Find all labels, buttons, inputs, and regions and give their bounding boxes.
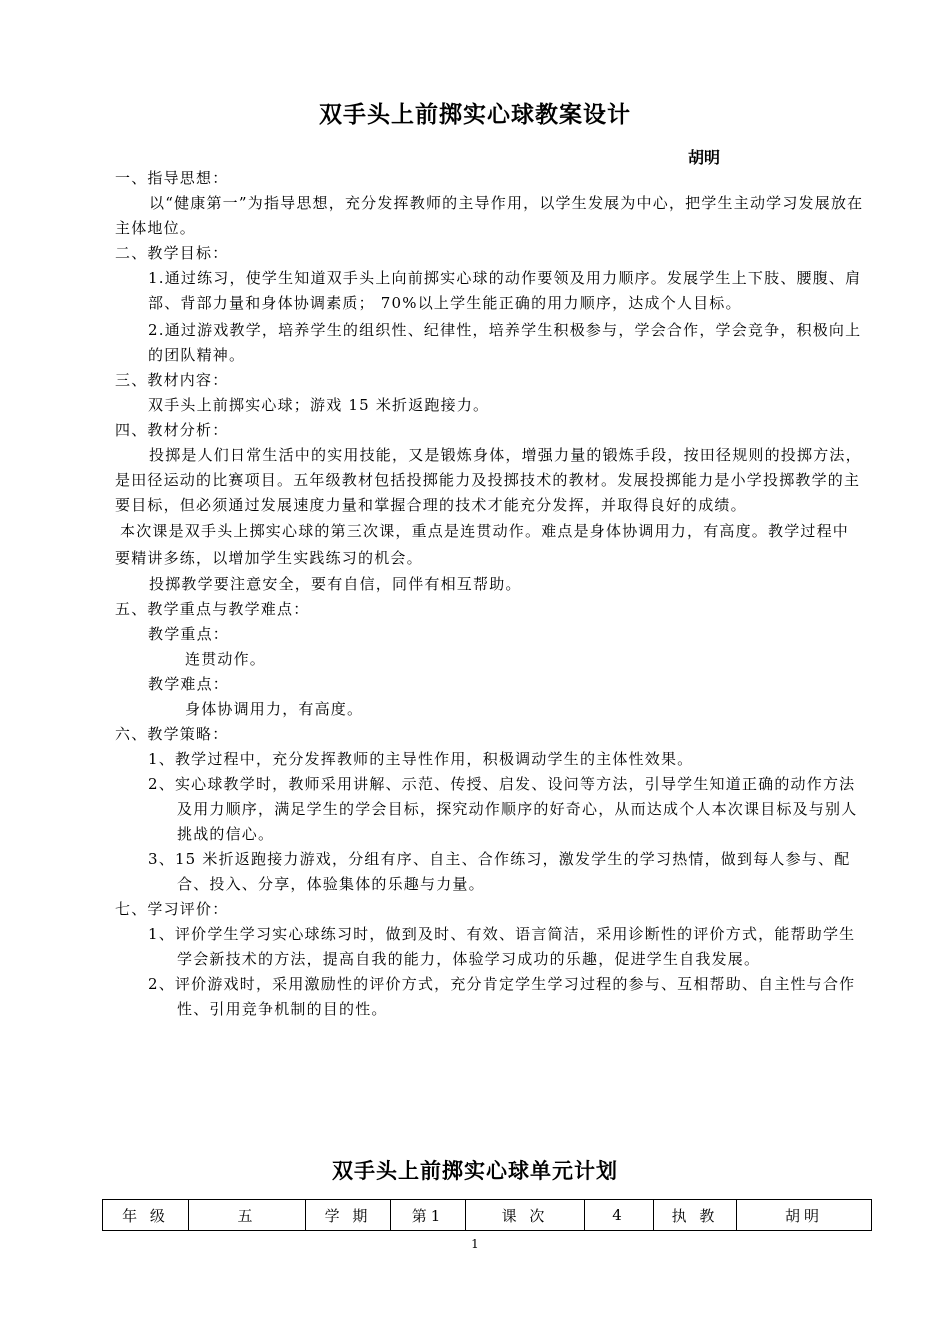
objective-2: 2.通过游戏教学，培养学生的组织性、纪律性，培养学生积极参与，学会合作，学会竞争，积极向上的团队精神。 [148, 321, 862, 364]
analysis-paragraph-1: 投掷是人们日常生活中的实用技能，又是锻炼身体，增强力量的锻炼手段，按田径规则的投掷方法，是田径运动的比赛项目。五年级教材包括投掷能力及投掷技术的教材。发展投掷能力是小学投掷教学的主要目标，但必须通过发展速度力量和掌握合理的技术才能充分发挥，并取得良好的成绩。 [115, 446, 862, 514]
analysis-paragraph-3: 投掷教学要注意安全，要有自信，同伴有相互帮助。 [149, 575, 522, 593]
unit-plan-table [102, 1199, 872, 1231]
difficulty-label: 教学难点： [148, 675, 230, 693]
document-body [115, 166, 865, 1022]
strategy-item-3: 3、15 米折返跑接力游戏，分组有序、自主、合作练习，激发学生的学习热情，做到每人参与、配合、投入、分享，体验集体的乐趣与力量。 [148, 850, 851, 893]
grade-value-cell: 五 [189, 1200, 306, 1231]
grade-label-cell: 年 级 [103, 1200, 189, 1231]
teacher-label-cell: 执 教 [654, 1200, 737, 1231]
document-title: 双手头上前掷实心球教案设计 [319, 102, 631, 128]
difficulty-text: 身体协调用力，有高度。 [185, 700, 364, 718]
teacher-value-cell: 胡明 [737, 1200, 872, 1231]
table-row [103, 1200, 872, 1231]
key-point-label: 教学重点： [148, 625, 230, 643]
term-label-cell: 学 期 [306, 1200, 391, 1231]
section-heading-evaluation: 七、学习评价： [115, 900, 229, 918]
strategy-item-2: 2、实心球教学时，教师采用讲解、示范、传授、启发、设问等方法，引导学生知道正确的动作方法及用力顺序，满足学生的学会目标，探究动作顺序的好奇心，从而达成个人本次课目标及与别人挑战的信心。 [148, 775, 858, 843]
term-value-cell: 第1 [391, 1200, 466, 1231]
evaluation-item-2: 2、评价游戏时，采用激励性的评价方式，充分肯定学生学习过程的参与、互相帮助、自主性与合作性、引用竞争机制的目的性。 [148, 975, 856, 1018]
author-name: 胡明 [688, 148, 721, 167]
evaluation-item-1: 1、评价学生学习实心球练习时，做到及时、有效、语言简洁，采用诊断性的评价方式，能帮助学生学会新技术的方法，提高自我的能力，体验学习成功的乐趣，促进学生自我发展。 [148, 925, 856, 968]
section-heading-objectives: 二、教学目标： [115, 244, 229, 262]
section-heading-strategy: 六、教学策略： [115, 725, 229, 743]
section-heading-key-points: 五、教学重点与教学难点： [115, 600, 310, 618]
page-number: 1 [471, 1237, 479, 1251]
strategy-item-1: 1、教学过程中，充分发挥教师的主导性作用，积极调动学生的主体性效果。 [148, 750, 694, 768]
section-heading-analysis: 四、教材分析： [115, 421, 229, 439]
objective-1: 1.通过练习，使学生知道双手头上向前掷实心球的动作要领及用力顺序。发展学生上下肢、腰腹、肩部、背部力量和身体协调素质； 70%以上学生能正确的用力顺序，达成个人目标。 [148, 269, 862, 312]
analysis-paragraph-2: 本次课是双手头上掷实心球的第三次课，重点是连贯动作。难点是身体协调用力，有高度。教学过程中要精讲多练，以增加学生实践练习的机会。 [115, 522, 850, 567]
lesson-value-cell: 4 [585, 1200, 654, 1231]
lesson-label-cell: 课 次 [466, 1200, 585, 1231]
key-point-text: 连贯动作。 [185, 650, 267, 668]
guiding-idea-paragraph: 以“健康第一”为指导思想，充分发挥教师的主导作用，以学生发展为中心，把学生主动学习发展放在主体地位。 [115, 194, 864, 237]
section-heading-content: 三、教材内容： [115, 371, 229, 389]
content-paragraph: 双手头上前掷实心球；游戏 15 米折返跑接力。 [148, 396, 490, 414]
unit-plan-title: 双手头上前掷实心球单元计划 [332, 1159, 618, 1183]
section-heading-guiding-idea: 一、指导思想： [115, 169, 229, 187]
